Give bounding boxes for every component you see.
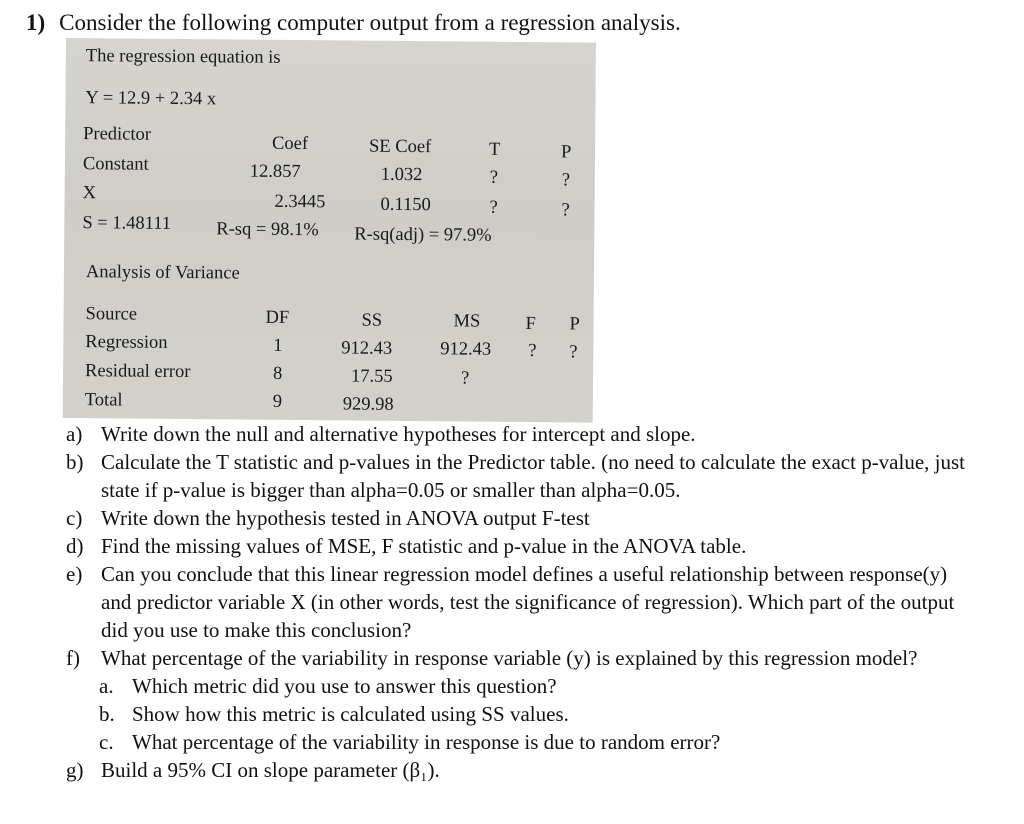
- anova-header-df: DF: [265, 307, 290, 328]
- stat-rsq: R-sq = 98.1%: [216, 219, 319, 241]
- part-d: [66, 532, 966, 560]
- header-se-coef: SE Coef: [368, 136, 432, 158]
- cell-x-p: ?: [561, 200, 570, 221]
- anova-header-p: P: [569, 314, 580, 335]
- part-f-subpart-a: [99, 672, 966, 700]
- stat-rsq-adj: R-sq(adj) = 97.9%: [354, 224, 492, 246]
- anova-regression-df: 1: [273, 335, 283, 356]
- regression-equation: Y = 12.9 + 2.34 x: [85, 88, 217, 110]
- part-f-subpart-c: [99, 728, 966, 756]
- header-coef: Coef: [271, 133, 309, 155]
- anova-residual-source: Residual error: [85, 361, 191, 383]
- subpart-a-label: a.: [99, 674, 114, 698]
- question-intro: Consider the following computer output from a regression analysis.: [59, 10, 681, 35]
- subpart-c-text: What percentage of the variability in response is due to random error?: [132, 730, 721, 754]
- anova-header-f: F: [525, 314, 536, 335]
- part-e-label: e): [66, 562, 83, 586]
- subpart-c-label: c.: [99, 730, 114, 754]
- anova-residual-ms: ?: [460, 368, 470, 389]
- cell-constant-p: ?: [561, 170, 571, 191]
- cell-x-coef: 2.3445: [274, 191, 326, 213]
- part-g: [66, 756, 966, 784]
- anova-header-ms: MS: [453, 311, 481, 332]
- part-e: [66, 560, 966, 644]
- part-d-label: d): [66, 534, 84, 558]
- anova-regression-ss: 912.43: [341, 338, 393, 359]
- part-a-text: Write down the null and alternative hypotheses for intercept and slope.: [101, 422, 696, 446]
- question-number: 1): [26, 10, 46, 35]
- anova-total-ss: 929.98: [342, 394, 394, 415]
- equation-heading: The regression equation is: [85, 46, 281, 68]
- part-f-subparts: [66, 672, 966, 756]
- header-t: T: [488, 139, 501, 160]
- anova-regression-source: Regression: [85, 332, 168, 353]
- subpart-b-label: b.: [99, 702, 115, 726]
- anova-total-df: 9: [272, 391, 283, 412]
- subpart-b-text: Show how this metric is calculated using SS values.: [132, 702, 569, 726]
- part-a-label: a): [66, 422, 83, 446]
- anova-residual-ss: 17.55: [350, 366, 393, 387]
- part-b: [66, 448, 966, 504]
- part-a: [66, 420, 966, 448]
- part-f: [66, 644, 966, 672]
- question-heading: [26, 10, 681, 36]
- header-predictor: Predictor: [83, 124, 152, 145]
- subpart-a-text: Which metric did you use to answer this question?: [132, 674, 557, 698]
- part-f-subpart-b: [99, 700, 966, 728]
- part-d-text: Find the missing values of MSE, F statistic and p-value in the ANOVA table.: [101, 534, 747, 558]
- part-f-label: f): [66, 646, 80, 670]
- part-c-text: Write down the hypothesis tested in ANOVA output F-test: [101, 506, 590, 530]
- cell-constant-coef: 12.857: [249, 161, 301, 183]
- anova-regression-p: ?: [569, 342, 578, 363]
- anova-header-source: Source: [85, 304, 138, 325]
- anova-header-ss: SS: [361, 310, 383, 331]
- part-f-text: What percentage of the variability in response variable (y) is explained by this regression model?: [101, 646, 918, 670]
- anova-residual-df: 8: [272, 363, 283, 384]
- anova-heading: Analysis of Variance: [85, 262, 240, 284]
- part-g-label: g): [66, 758, 84, 782]
- cell-x-label: X: [82, 183, 97, 204]
- cell-constant-se: 1.032: [380, 164, 423, 186]
- anova-total-source: Total: [84, 390, 123, 411]
- cell-constant-t: ?: [489, 167, 499, 188]
- stat-s: S = 1.48111: [82, 213, 172, 234]
- anova-regression-ms: 912.43: [440, 339, 492, 360]
- part-c-label: c): [66, 506, 83, 530]
- question-parts-list: [66, 420, 966, 784]
- header-p: P: [560, 142, 572, 163]
- part-b-text: Calculate the T statistic and p-values in the Predictor table. (no need to calculate the exact p-value, just state if p-value is bigger than alpha=0.05 or smaller than alpha=0.05.: [101, 450, 966, 502]
- part-e-text: Can you conclude that this linear regression model defines a useful relationship between response(y) and predictor variable X (in other words, test the significance of regression). Which part of the output did you use to make this conclusion?: [101, 562, 955, 642]
- cell-x-t: ?: [489, 197, 498, 218]
- anova-regression-f: ?: [528, 341, 537, 362]
- cell-constant-label: Constant: [82, 154, 149, 175]
- part-g-text: Build a 95% CI on slope parameter (β₁).: [101, 758, 440, 782]
- part-b-label: b): [66, 450, 84, 474]
- part-c: [66, 504, 966, 532]
- regression-output-photo: [63, 38, 596, 423]
- cell-x-se: 0.1150: [380, 194, 431, 216]
